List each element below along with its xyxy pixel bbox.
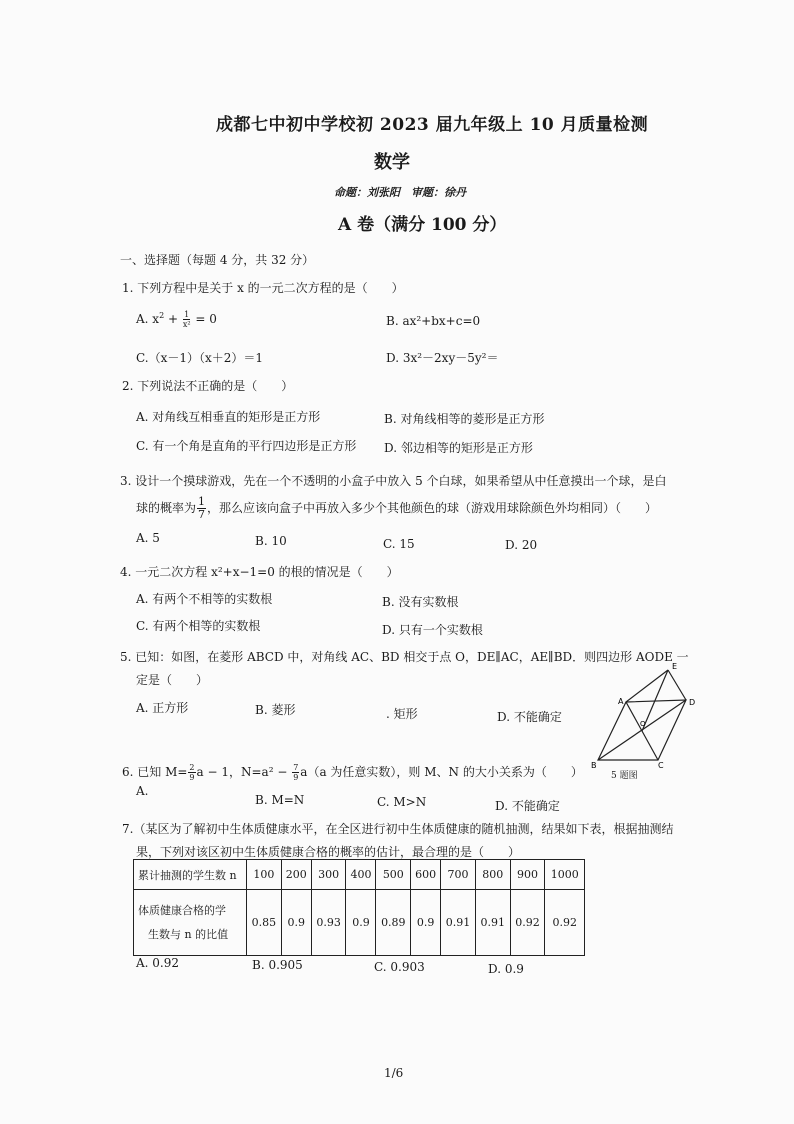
- q6-option-b: B. M=N: [255, 793, 305, 807]
- q7-option-c: C. 0.903: [374, 960, 425, 974]
- q2-option-d: D. 邻边相等的矩形是正方形: [384, 441, 533, 455]
- table-cell: 0.92: [510, 890, 545, 956]
- q3-option-a: A. 5: [136, 531, 160, 545]
- q7-option-b: B. 0.905: [252, 958, 303, 972]
- q1-stem: 1. 下列方程中是关于 x 的一元二次方程的是（ ）: [122, 281, 404, 295]
- statistics-table: [133, 859, 585, 956]
- q3-option-b: B. 10: [255, 534, 287, 548]
- q1-option-c: C.（x－1）（x＋2）＝1: [136, 351, 264, 365]
- table-header-cell: 累计抽测的学生数 n: [134, 860, 247, 890]
- label-d: D: [689, 698, 696, 707]
- table-cell: 0.9: [281, 890, 311, 956]
- q2-option-a: A. 对角线互相垂直的矩形是正方形: [136, 410, 321, 424]
- q5-option-b: B. 菱形: [255, 703, 296, 717]
- q4-option-d: D. 只有一个实数根: [382, 623, 483, 637]
- exam-title: 成都七中初中学校初 2023 届九年级上 10 月质量检测: [216, 115, 649, 135]
- table-cell: 0.9: [411, 890, 441, 956]
- table-cell: 300: [311, 860, 346, 890]
- rhombus-figure: [588, 660, 708, 780]
- table-cell: 0.89: [376, 890, 411, 956]
- table-cell: 100: [247, 860, 282, 890]
- q7-option-a: A. 0.92: [136, 956, 180, 970]
- table-cell: 0.85: [247, 890, 282, 956]
- table-header-cell: 体质健康合格的学 生数与 n 的比值: [134, 890, 247, 956]
- q1-option-d: D. 3x²－2xy－5y²＝: [386, 351, 499, 365]
- q6-stem: 6. 已知 M= $\frac{2}{9}$ a − 1，N=a² − $\frac{7}{9}$ a（a 为任意实数），则 M、N 的大小关系为（ ）: [122, 763, 583, 782]
- q2-option-c: C. 有一个角是直角的平行四边形是正方形: [136, 439, 357, 453]
- part1-heading: 一、选择题（每题 4 分，共 32 分）: [120, 253, 315, 267]
- q7-line1: 7.（某区为了解初中生体质健康水平，在全区进行初中生体质健康的随机抽测，结果如下表，根据抽测结: [122, 822, 674, 836]
- table-cell: 600: [411, 860, 441, 890]
- table-cell: 900: [510, 860, 545, 890]
- table-cell: 1000: [545, 860, 585, 890]
- q6-option-d: D. 不能确定: [495, 799, 560, 813]
- q2-option-b: B. 对角线相等的菱形是正方形: [384, 412, 545, 426]
- q7-option-d: D. 0.9: [488, 962, 524, 976]
- section-a-heading: A 卷（满分 100 分）: [338, 215, 507, 235]
- table-row: [134, 860, 585, 890]
- table-cell: 500: [376, 860, 411, 890]
- table-cell: 700: [441, 860, 476, 890]
- table-cell: 0.91: [475, 890, 510, 956]
- table-cell: 0.91: [441, 890, 476, 956]
- q7-line2: 果，下列对该区初中生体质健康合格的概率的估计，最合理的是（ ）: [136, 845, 521, 859]
- table-cell: 0.9: [346, 890, 376, 956]
- table-cell: 0.92: [545, 890, 585, 956]
- table-row: [134, 890, 585, 956]
- q6-option-c: C. M>N: [377, 795, 427, 809]
- q3-option-c: C. 15: [383, 537, 415, 551]
- q4-option-c: C. 有两个相等的实数根: [136, 619, 261, 633]
- subject-title: 数学: [374, 152, 410, 173]
- table-cell: 800: [475, 860, 510, 890]
- segment-de: [668, 670, 686, 700]
- label-c: C: [658, 761, 664, 770]
- q1-option-b: B. ax²+bx+c=0: [386, 314, 481, 328]
- table-cell: 400: [346, 860, 376, 890]
- q2-stem: 2. 下列说法不正确的是（ ）: [122, 379, 294, 393]
- q5-option-a: A. 正方形: [136, 701, 189, 715]
- q5-line2: 定是（ ）: [136, 673, 209, 687]
- q5-option-d: D. 不能确定: [497, 710, 562, 724]
- q5-option-c: . 矩形: [386, 707, 418, 721]
- table-cell: 0.93: [311, 890, 346, 956]
- label-o: O: [640, 720, 646, 728]
- q1-option-a: A. $x^2$ + $\frac{1}{\text{x²}}$ = 0: [136, 310, 217, 329]
- label-a: A: [618, 697, 624, 706]
- table-cell: 200: [281, 860, 311, 890]
- page-number: 1/6: [384, 1066, 404, 1080]
- q4-option-b: B. 没有实数根: [382, 595, 459, 609]
- q5-line1: 5. 已知：如图，在菱形 ABCD 中，对角线 AC、BD 相交于点 O，DE∥AC，AE∥BD．则四边形 AODE 一: [120, 650, 689, 664]
- q3-option-d: D. 20: [505, 538, 538, 552]
- label-b: B: [591, 761, 597, 770]
- q6-option-a: A.: [136, 784, 149, 798]
- q3-line1: 3. 设计一个摸球游戏，先在一个不透明的小盒子中放入 5 个白球，如果希望从中任意摸出一个球，是白: [120, 474, 667, 488]
- q4-option-a: A. 有两个不相等的实数根: [136, 592, 273, 606]
- q4-stem: 4. 一元二次方程 x²+x−1=0 的根的情况是（ ）: [120, 565, 399, 579]
- label-e: E: [672, 662, 678, 671]
- q5-figure-caption: 5 题图: [611, 771, 638, 781]
- exam-authors: 命题：刘张阳 审题：徐丹: [334, 186, 466, 199]
- q3-line2: 球的概率为 $\frac{1}{7}$ ，那么应该向盒子中再放入多少个其他颜色的球（游戏用球除颜色外均相同）（ ）: [136, 495, 658, 521]
